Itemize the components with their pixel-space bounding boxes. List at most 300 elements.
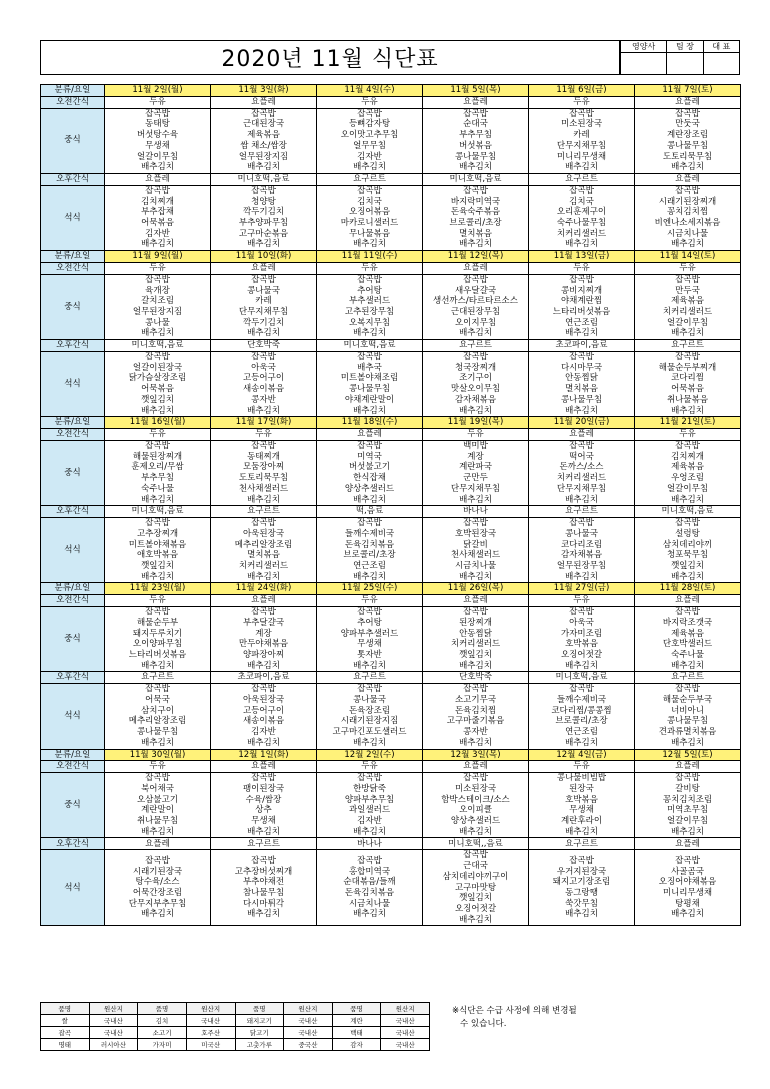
menu-item: 순대국 — [463, 119, 488, 130]
dinner-cell — [423, 352, 529, 417]
menu-item: 너비아니 — [671, 705, 704, 716]
pm-snack-cell: 요구르트 — [211, 838, 317, 850]
menu-item: 잡곡밥 — [569, 684, 594, 695]
menu-item: 돈육숙주볶음 — [450, 207, 501, 218]
menu-item: 새우달걀국 — [454, 285, 497, 296]
menu-item: 잡곡밥 — [145, 607, 170, 618]
menu-item: 시래기된장찌개 — [658, 196, 717, 207]
menu-item: 배추김치 — [459, 405, 492, 416]
menu-item: 단무지부추무침 — [128, 898, 187, 909]
am-snack-cell: 두유 — [105, 761, 211, 773]
menu-item: 취나물볶음 — [666, 394, 709, 405]
am-snack-cell: 두유 — [105, 262, 211, 274]
menu-item: 새송이볶음 — [242, 384, 285, 395]
origin-cell: 소고기 — [138, 1027, 187, 1039]
origin-row — [41, 1027, 430, 1039]
menu-item: 고추장버섯찌개 — [234, 866, 293, 877]
menu-item: 카레 — [573, 130, 590, 141]
menu-item: 단호박샐러드 — [662, 639, 713, 650]
am-snack-cell: 요플레 — [423, 96, 529, 108]
date-cell: 11월 9일(월) — [105, 251, 211, 263]
menu-item: 깻잎김치 — [459, 893, 492, 904]
origin-cell: 가자미 — [138, 1039, 187, 1051]
pm-snack-row — [41, 838, 741, 850]
menu-item: 오이지무침 — [454, 317, 497, 328]
date-cell: 12월 3일(목) — [423, 749, 529, 761]
menu-item: 시금치나물 — [348, 898, 391, 909]
menu-item: 잡곡밥 — [675, 440, 700, 451]
origin-cell: 돼지고기 — [235, 1015, 284, 1027]
date-cell: 11월 26일(목) — [423, 583, 529, 595]
menu-item: 배추김치 — [353, 405, 386, 416]
menu-item: 추어탕 — [357, 617, 382, 628]
dinner-label: 석식 — [41, 518, 105, 583]
dinner-cell — [317, 185, 423, 250]
am-snack-cell: 두유 — [105, 96, 211, 108]
dinner-label: 석식 — [41, 684, 105, 749]
menu-item: 잡곡밥 — [675, 607, 700, 618]
menu-item: 동태탕 — [145, 119, 170, 130]
menu-item: 잡곡밥 — [569, 274, 594, 285]
menu-item: 우거지된장국 — [556, 866, 607, 877]
menu-item: 잡곡밥 — [145, 108, 170, 119]
menu-item: 배추김치 — [141, 571, 174, 582]
menu-item: 모둠장아찌 — [242, 462, 285, 473]
menu-item: 고추장찌개 — [136, 528, 179, 539]
menu-item: 브로콜리/초장 — [343, 550, 396, 561]
menu-item: 미니리무생채 — [556, 151, 607, 162]
menu-item: 삼치구이 — [141, 705, 174, 716]
pm-snack-cell: 초코파이,음료 — [529, 340, 635, 352]
menu-item: 계란장조림 — [666, 130, 709, 141]
date-row — [41, 749, 741, 761]
menu-item: 얼갈이무침 — [136, 151, 179, 162]
lunch-cell — [423, 607, 529, 672]
menu-item: 무나물볶음 — [348, 228, 391, 239]
menu-item: 북어채국 — [141, 783, 174, 794]
origin-cell: 국내산 — [186, 1015, 235, 1027]
menu-item: 닭가슴살장조림 — [128, 373, 187, 384]
menu-item: 돈육장조림 — [348, 705, 391, 716]
date-cell: 11월 7일(토) — [635, 85, 741, 97]
origin-cell: 명태 — [41, 1039, 90, 1051]
lunch-cell — [423, 108, 529, 173]
date-cell: 11월 24일(화) — [211, 583, 317, 595]
menu-item: 잡곡밥 — [675, 108, 700, 119]
menu-item: 잡곡밥 — [357, 518, 382, 529]
dinner-cell — [423, 185, 529, 250]
menu-item: 콩나물국 — [565, 528, 598, 539]
menu-item: 잡곡밥 — [145, 440, 170, 451]
menu-item: 메추리알장조림 — [128, 716, 187, 727]
menu-item: 애호박볶음 — [136, 550, 179, 561]
lunch-cell — [317, 440, 423, 505]
menu-item: 배추김치 — [459, 660, 492, 671]
date-cell: 12월 4일(금) — [529, 749, 635, 761]
menu-item: 배추김치 — [565, 909, 598, 920]
menu-item: 느타리버섯볶음 — [128, 649, 187, 660]
lunch-cell — [211, 773, 317, 838]
date-row — [41, 85, 741, 97]
dinner-cell — [211, 850, 317, 926]
menu-item: 배추김치 — [459, 239, 492, 250]
menu-item: 콩나물무침 — [560, 394, 603, 405]
date-cell: 11월 13일(금) — [529, 251, 635, 263]
menu-item: 잡곡밥 — [251, 607, 276, 618]
origin-row — [41, 1015, 430, 1027]
menu-item: 멸치볶음 — [247, 550, 280, 561]
menu-item: 멸치볶음 — [565, 384, 598, 395]
menu-item: 잡곡밥 — [463, 607, 488, 618]
lunch-cell — [105, 773, 211, 838]
date-cell: 12월 2일(수) — [317, 749, 423, 761]
page-title: 2020년 11월 식단표 — [40, 40, 620, 75]
date-cell: 11월 28일(토) — [635, 583, 741, 595]
dinner-cell — [423, 684, 529, 749]
menu-item: 김치국 — [569, 196, 594, 207]
menu-item: 오징어야채볶음 — [658, 877, 717, 888]
date-row — [41, 417, 741, 429]
menu-item: 잡곡밥 — [251, 855, 276, 866]
pm-snack-cell: 단호박죽 — [423, 672, 529, 684]
menu-item: 얼갈이무침 — [666, 816, 709, 827]
am-snack-cell: 두유 — [529, 262, 635, 274]
menu-item: 시금치나물 — [666, 228, 709, 239]
dinner-cell — [529, 352, 635, 417]
date-cell: 11월 23일(월) — [105, 583, 211, 595]
menu-item: 도토리묵무침 — [662, 151, 713, 162]
menu-item: 호박된장국 — [454, 528, 497, 539]
menu-item: 고구마줄기볶음 — [446, 716, 505, 727]
menu-item: 고구마긴포도샐러드 — [332, 727, 407, 738]
origin-cell: 러시아산 — [89, 1039, 138, 1051]
dinner-cell — [635, 518, 741, 583]
menu-item: 톳자반 — [357, 649, 382, 660]
menu-item: 연근조림 — [565, 317, 598, 328]
menu-item: 제육볶음 — [247, 130, 280, 141]
menu-item: 브로콜리/초장 — [555, 716, 608, 727]
menu-item: 잡곡밥 — [357, 855, 382, 866]
menu-item: 천사채샐러드 — [238, 483, 289, 494]
lunch-cell — [529, 773, 635, 838]
menu-item: 계란파국 — [459, 462, 492, 473]
pm-snack-cell: 요구르트 — [105, 672, 211, 684]
menu-item: 깻잎김치 — [141, 561, 174, 572]
menu-item: 배추김치 — [247, 737, 280, 748]
pm-snack-cell: 요구르트 — [317, 672, 423, 684]
menu-item: 근대국 — [463, 861, 488, 872]
origin-cell: 국내산 — [89, 1027, 138, 1039]
menu-item: 깻잎김치 — [459, 649, 492, 660]
menu-item: 안동찜닭 — [565, 373, 598, 384]
origin-cell: 국내산 — [381, 1027, 430, 1039]
menu-item: 어묵간장조림 — [132, 887, 183, 898]
menu-item: 미트볼야채볶음 — [128, 539, 187, 550]
menu-item: 배추국 — [357, 362, 382, 373]
menu-item: 함박스테이크/소스 — [441, 794, 510, 805]
lunch-label: 중식 — [41, 440, 105, 505]
menu-item: 배추김치 — [247, 826, 280, 837]
am-snack-label: 오전간식 — [41, 428, 105, 440]
menu-item: 추어탕 — [357, 285, 382, 296]
menu-item: 단무지채무침 — [556, 140, 607, 151]
dinner-cell — [317, 684, 423, 749]
lunch-cell — [211, 274, 317, 339]
menu-item: 만두국 — [675, 285, 700, 296]
am-snack-label: 오전간식 — [41, 96, 105, 108]
lunch-label: 중식 — [41, 773, 105, 838]
menu-item: 훈제오리/무쌈 — [131, 462, 184, 473]
lunch-cell — [423, 440, 529, 505]
lunch-cell — [211, 108, 317, 173]
menu-item: 바지락조갯국 — [662, 617, 713, 628]
menu-item: 깻잎김치 — [141, 394, 174, 405]
pm-snack-cell: 바나나 — [423, 506, 529, 518]
category-label: 분류/요일 — [41, 251, 105, 263]
menu-item: 잡곡밥 — [569, 855, 594, 866]
pm-snack-cell: 미니호떡,음료 — [211, 173, 317, 185]
menu-item: 어묵볶음 — [141, 384, 174, 395]
pm-snack-cell: 초코파이,음료 — [211, 672, 317, 684]
menu-item: 버섯탕수육 — [136, 130, 179, 141]
lunch-cell — [529, 274, 635, 339]
menu-item: 잡곡밥 — [569, 108, 594, 119]
pm-snack-label: 오후간식 — [41, 672, 105, 684]
menu-item: 배추김치 — [141, 909, 174, 920]
lunch-cell — [105, 607, 211, 672]
dinner-cell — [105, 850, 211, 926]
menu-item: 양파부추무침 — [344, 794, 395, 805]
menu-item: 배추김치 — [565, 405, 598, 416]
menu-item: 단무지채무침 — [556, 483, 607, 494]
menu-item: 오복지무침 — [348, 317, 391, 328]
menu-item: 제육볶음 — [671, 462, 704, 473]
menu-item: 제육볶음 — [671, 628, 704, 639]
menu-item: 단무지채무침 — [238, 306, 289, 317]
menu-item: 배추김치 — [141, 660, 174, 671]
lunch-cell — [105, 108, 211, 173]
lunch-cell — [105, 440, 211, 505]
menu-item: 아욱국 — [251, 362, 276, 373]
am-snack-cell: 두유 — [105, 428, 211, 440]
menu-item: 견과류멸치볶음 — [658, 727, 717, 738]
pm-snack-cell: 요플레 — [635, 173, 741, 185]
menu-item: 잡곡밥 — [251, 108, 276, 119]
menu-item: 호박볶음 — [565, 794, 598, 805]
menu-item: 돼지두루치기 — [132, 628, 183, 639]
am-snack-row — [41, 262, 741, 274]
pm-snack-label: 오후간식 — [41, 506, 105, 518]
menu-item: 얼무된장지짐 — [132, 306, 183, 317]
menu-item: 콩나물무침 — [136, 727, 179, 738]
menu-item: 오리훈제구이 — [556, 207, 607, 218]
menu-item: 연근조림 — [565, 727, 598, 738]
menu-item: 맛살오이무침 — [450, 384, 501, 395]
menu-item: 배추김치 — [565, 494, 598, 505]
menu-item: 우엉조림 — [671, 473, 704, 484]
menu-item: 잡곡밥 — [357, 352, 382, 363]
lunch-cell — [105, 274, 211, 339]
menu-item: 배추김치 — [247, 660, 280, 671]
menu-item: 순대볶음/들깨 — [343, 877, 396, 888]
menu-item: 군만두 — [463, 473, 488, 484]
menu-item: 깻잎김치 — [671, 561, 704, 572]
origin-header: 품명 — [41, 1003, 90, 1015]
menu-item: 느타리버섯볶음 — [552, 306, 611, 317]
menu-item: 호박볶음 — [565, 639, 598, 650]
menu-item: 잡곡밥 — [675, 185, 700, 196]
menu-item: 아욱된장국 — [242, 695, 285, 706]
menu-item: 삼치데리야끼 — [662, 539, 713, 550]
menu-item: 김자반 — [251, 727, 276, 738]
menu-item: 잡곡밥 — [463, 684, 488, 695]
menu-item: 안동찜닭 — [459, 628, 492, 639]
menu-item: 배추김치 — [353, 239, 386, 250]
pm-snack-cell: 떡,음료 — [317, 506, 423, 518]
category-label: 분류/요일 — [41, 85, 105, 97]
lunch-cell — [317, 773, 423, 838]
menu-item: 오이양파무침 — [132, 639, 183, 650]
menu-item: 한식잡채 — [353, 473, 386, 484]
menu-item: 부추야채전 — [242, 877, 285, 888]
am-snack-cell: 두유 — [529, 96, 635, 108]
dinner-cell — [423, 850, 529, 926]
menu-item: 바지락미역국 — [450, 196, 501, 207]
menu-item: 배추김치 — [671, 405, 704, 416]
am-snack-cell: 두유 — [211, 428, 317, 440]
date-row — [41, 251, 741, 263]
dinner-cell — [529, 185, 635, 250]
am-snack-cell: 두유 — [529, 761, 635, 773]
menu-item: 홍합미역국 — [348, 866, 391, 877]
menu-item: 무생채 — [357, 639, 382, 650]
menu-item: 치커리샐러드 — [238, 561, 289, 572]
menu-item: 어묵국 — [145, 695, 170, 706]
menu-item: 잡곡밥 — [145, 773, 170, 784]
menu-item: 잡곡밥 — [569, 518, 594, 529]
lunch-row — [41, 274, 741, 339]
menu-item: 된장찌개 — [459, 617, 492, 628]
pm-snack-cell: 단호박죽 — [211, 340, 317, 352]
menu-item: 얼무무침 — [353, 140, 386, 151]
menu-item: 부추양파무침 — [238, 218, 289, 229]
dinner-cell — [529, 850, 635, 926]
dinner-row — [41, 850, 741, 926]
menu-item: 멸치볶음 — [459, 228, 492, 239]
origin-cell: 미국산 — [186, 1039, 235, 1051]
menu-item: 잡곡밥 — [463, 773, 488, 784]
am-snack-cell: 요플레 — [635, 96, 741, 108]
lunch-cell — [635, 773, 741, 838]
origin-header: 원산지 — [381, 1003, 430, 1015]
menu-item: 연근조림 — [353, 561, 386, 572]
lunch-cell — [423, 274, 529, 339]
menu-item: 치커리샐러드 — [662, 306, 713, 317]
menu-item: 청포묵무침 — [666, 550, 709, 561]
pm-snack-cell: 미니호떡,음료 — [105, 340, 211, 352]
menu-item: 배추김치 — [353, 328, 386, 339]
menu-item: 오이피클 — [459, 805, 492, 816]
lunch-cell — [317, 607, 423, 672]
menu-item: 배추김치 — [671, 660, 704, 671]
pm-snack-cell: 요플레 — [635, 838, 741, 850]
menu-item: 부추샐러드 — [348, 296, 391, 307]
menu-item: 돈육김치찜 — [454, 705, 497, 716]
origin-cell: 국내산 — [284, 1027, 333, 1039]
dinner-row — [41, 518, 741, 583]
menu-item: 배추김치 — [141, 162, 174, 173]
lunch-cell — [529, 440, 635, 505]
menu-item: 숙주나물 — [671, 649, 704, 660]
menu-item: 잡곡밥 — [145, 518, 170, 529]
menu-item: 닭갈비 — [463, 539, 488, 550]
menu-item: 마카로니샐러드 — [340, 218, 399, 229]
dinner-row — [41, 352, 741, 417]
lunch-cell — [211, 607, 317, 672]
dinner-row — [41, 185, 741, 250]
menu-item: 버섯불고기 — [348, 462, 391, 473]
menu-item: 코다리찜 — [671, 373, 704, 384]
date-cell: 11월 18일(수) — [317, 417, 423, 429]
menu-item: 제육볶음 — [671, 296, 704, 307]
pm-snack-row — [41, 672, 741, 684]
menu-item: 배추김치 — [459, 571, 492, 582]
am-snack-cell: 두유 — [317, 595, 423, 607]
menu-item: 김치찌개 — [671, 451, 704, 462]
am-snack-cell: 요플레 — [635, 595, 741, 607]
approval-box — [620, 40, 740, 75]
menu-item: 잡곡밥 — [251, 518, 276, 529]
menu-item: 콩나물비빔밥 — [556, 773, 607, 784]
menu-item: 고구마순볶음 — [238, 228, 289, 239]
menu-item: 콩나물 — [145, 317, 170, 328]
menu-item: 콩자반 — [251, 394, 276, 405]
approval-nutritionist: 영양사 — [621, 41, 667, 53]
menu-item: 배추김치 — [247, 571, 280, 582]
menu-item: 배추김치 — [565, 328, 598, 339]
pm-snack-cell: 미니호떡,,음료 — [423, 838, 529, 850]
menu-item: 아욱된장국 — [242, 528, 285, 539]
date-cell: 11월 11일(수) — [317, 251, 423, 263]
origin-cell: 국내산 — [381, 1039, 430, 1051]
am-snack-cell: 두유 — [529, 595, 635, 607]
menu-item: 잡곡밥 — [463, 850, 488, 861]
menu-item: 잡곡밥 — [251, 440, 276, 451]
menu-item: 배추김치 — [141, 737, 174, 748]
lunch-cell — [529, 108, 635, 173]
origin-cell: 호주산 — [186, 1027, 235, 1039]
dinner-cell — [105, 352, 211, 417]
lunch-label: 중식 — [41, 607, 105, 672]
dinner-cell — [529, 684, 635, 749]
am-snack-cell: 요플레 — [423, 761, 529, 773]
menu-item: 고등어구이 — [242, 373, 285, 384]
menu-item: 콩나물무침 — [454, 151, 497, 162]
menu-item: 해물순두부찌개 — [658, 362, 717, 373]
dinner-label: 석식 — [41, 850, 105, 926]
menu-item: 부추무침 — [141, 473, 174, 484]
origin-cell: 고춧가루 — [235, 1039, 284, 1051]
am-snack-cell: 요플레 — [211, 96, 317, 108]
menu-item: 잡곡밥 — [463, 185, 488, 196]
menu-item: 동그랑땡 — [565, 887, 598, 898]
pm-snack-cell: 미니호떡,음료 — [529, 672, 635, 684]
date-cell: 11월 16일(월) — [105, 417, 211, 429]
menu-item: 쌈 채소/쌈장 — [240, 140, 287, 151]
menu-item: 잡곡밥 — [463, 108, 488, 119]
origin-cell: 쌀 — [41, 1015, 90, 1027]
lunch-row — [41, 773, 741, 838]
